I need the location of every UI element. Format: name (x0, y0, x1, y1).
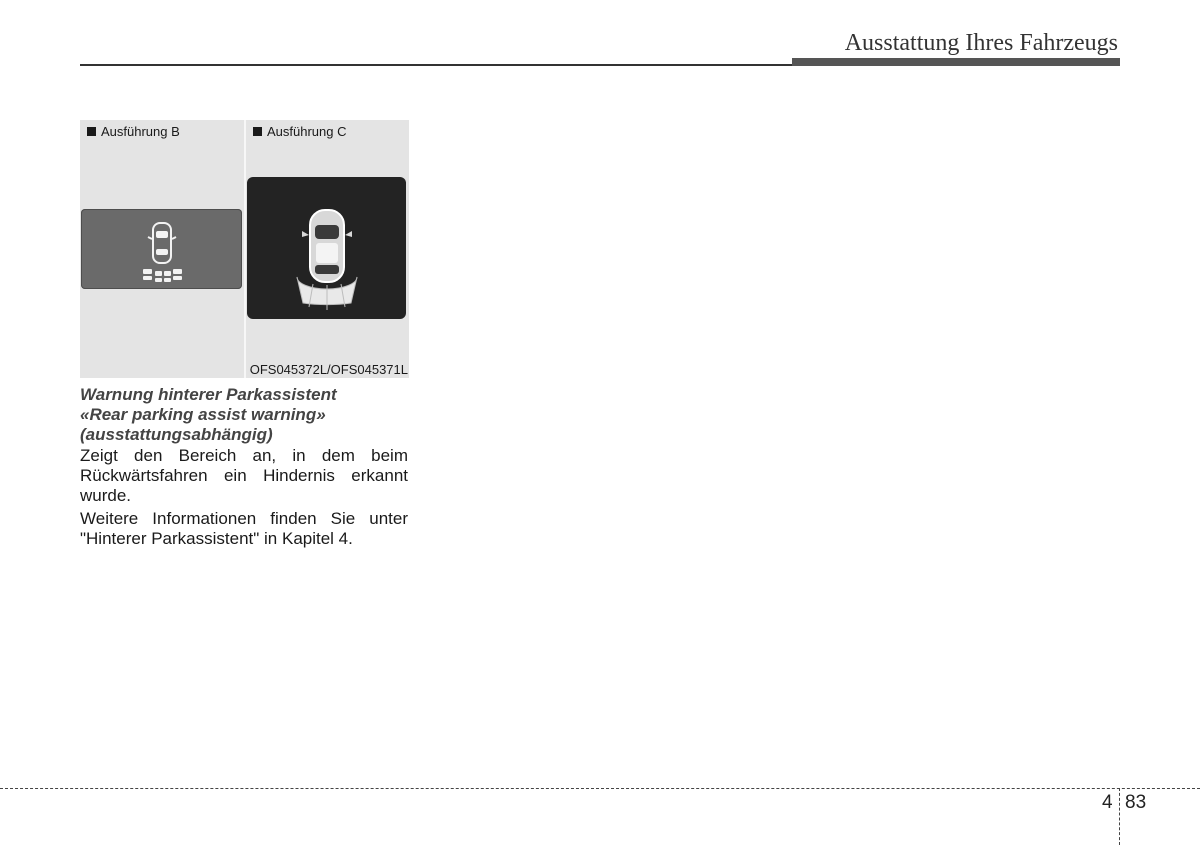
section-title: Ausstattung Ihres Fahrzeugs (844, 30, 1118, 56)
figure-panel-c (246, 120, 409, 378)
cluster-display-c (247, 177, 406, 319)
heading-line: (ausstattungsabhängig) (80, 425, 273, 444)
parking-assist-figure (80, 120, 409, 378)
square-bullet-icon (87, 127, 96, 136)
cluster-display-b (81, 209, 242, 289)
footer-dashed-rule (0, 788, 1200, 789)
footer-dashed-divider (1119, 788, 1120, 845)
section-heading (80, 385, 410, 445)
body-paragraph: Weitere Informationen finden Sie unter "Hinterer Parkassistent" in Kapitel 4. (80, 509, 408, 548)
square-bullet-icon (253, 127, 262, 136)
heading-line: Warnung hinterer Parkassistent (80, 385, 337, 404)
panel-label-b (87, 124, 180, 139)
panel-label-c (253, 124, 347, 139)
sensor-zone-icon (143, 269, 182, 282)
panel-label-b-text: Ausführung B (101, 124, 180, 139)
car-top-view-icon (247, 177, 406, 319)
car-top-view-icon (81, 209, 242, 289)
panel-label-c-text: Ausführung C (267, 124, 347, 139)
figure-code: OFS045372L/OFS045371L (249, 362, 408, 377)
header-bar (792, 58, 1120, 66)
figure-panel-b (80, 120, 244, 378)
heading-line: «Rear parking assist warning» (80, 405, 326, 424)
body-paragraph: Zeigt den Bereich an, in dem beim Rückwärtsfahren ein Hindernis erkannt wurde. (80, 446, 408, 505)
chapter-number: 4 (1102, 792, 1113, 813)
header-rule (80, 64, 792, 66)
page-number: 83 (1125, 792, 1147, 813)
